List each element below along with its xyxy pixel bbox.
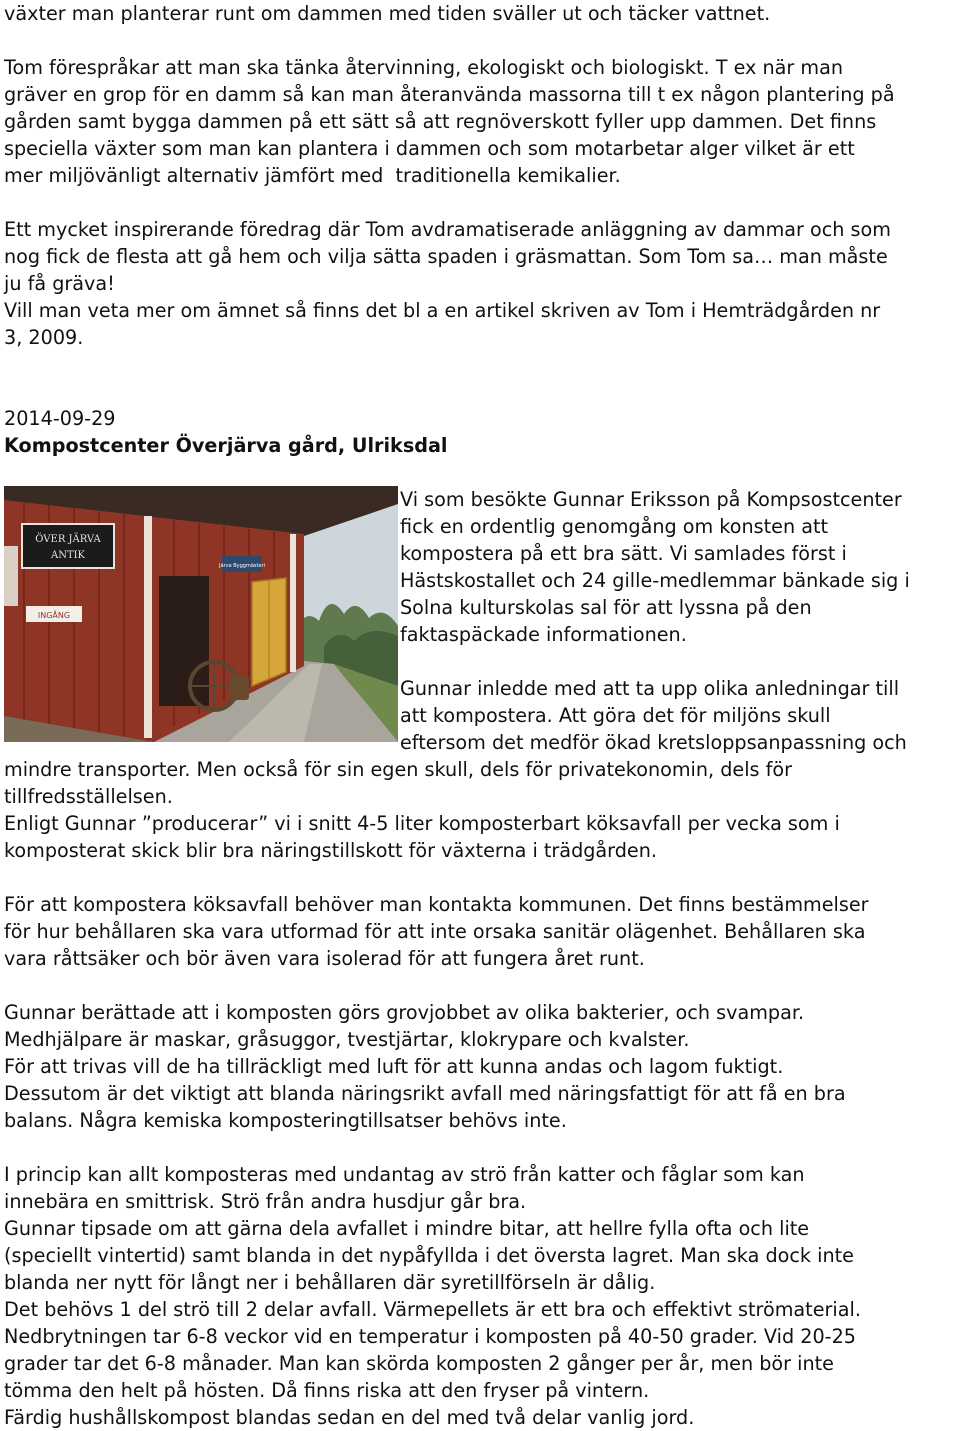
text-line — [400, 648, 956, 675]
text-line: för hur behållaren ska vara utformad för att inte orsaka sanitär olägenhet. Behållaren ska — [4, 920, 866, 943]
barn-photo — [4, 486, 398, 742]
paragraph-organisms — [4, 999, 956, 1134]
text-line: Hästskostallet och 24 gille-medlemmar bänkade sig i — [400, 569, 910, 592]
text-line: kompostera på ett bra sätt. Vi samlades först i — [400, 542, 847, 565]
text-line: Tom förespråkar att man ska tänka återvinning, ekologiskt och biologiskt. T ex när man — [4, 56, 844, 79]
text-line: Vill man veta mer om ämnet så finns det bl a en artikel skriven av Tom i Hemträdgården nr — [4, 299, 881, 322]
text-line: Gunnar inledde med att ta upp olika anledningar till — [400, 677, 900, 700]
text-line: vara råttsäker och bör även vara isolerad för att fungera året runt. — [4, 947, 645, 970]
section-title: Kompostcenter Överjärva gård, Ulriksdal — [4, 434, 448, 457]
intro-paragraph — [4, 0, 956, 27]
text-line: Färdig hushållskompost blandas sedan en del med två delar vanlig jord. — [4, 1406, 695, 1429]
text-line: (speciellt vintertid) samt blanda in det nypåfyllda i det översta lagret. Man ska dock inte — [4, 1244, 854, 1267]
text-line: faktaspäckade informationen. — [400, 623, 687, 646]
text-line: innebära en smittrisk. Strö från andra husdjur går bra. — [4, 1190, 527, 1213]
text-line: grader tar det 6-8 månader. Man kan skörda komposten 2 gånger per år, men bör inte — [4, 1352, 834, 1375]
section-date: 2014-09-29 — [4, 407, 116, 430]
text-line: För att kompostera köksavfall behöver man kontakta kommunen. Det finns bestämmelser — [4, 893, 869, 916]
text-line: 3, 2009. — [4, 326, 84, 349]
paragraph-transport — [4, 756, 956, 864]
text-line: Dessutom är det viktigt att blanda näringsrikt avfall med näringsfattigt för att få en bra — [4, 1082, 846, 1105]
text-line: Nedbrytningen tar 6-8 veckor vid en temperatur i komposten på 40-50 grader. Vid 20-25 — [4, 1325, 856, 1348]
text-line: Det behövs 1 del strö till 2 delar avfall. Värmepellets är ett bra och effektivt strömaterial. — [4, 1298, 861, 1321]
sign-text: ANTIK — [50, 550, 86, 561]
text-line: tömma den helt på hösten. Då finns riska att den fryser på vintern. — [4, 1379, 650, 1402]
text-line: Medhjälpare är maskar, gråsuggor, tvestjärtar, klokrypare och kvalster. — [4, 1028, 690, 1051]
text-line: speciella växter som man kan plantera i dammen och som motarbetar alger vilket är ett — [4, 137, 855, 160]
text-line: För att trivas vill de ha tillräckligt med luft för att kunna andas och lagom fuktigt. — [4, 1055, 784, 1078]
text-line: nog fick de flesta att gå hem och vilja sätta spaden i gräsmattan. Som Tom sa… man måste — [4, 245, 888, 268]
text-line: växter man planterar runt om dammen med tiden sväller ut och täcker vattnet. — [4, 2, 771, 25]
text-line: gräver en grop för en damm så kan man återanvända massorna till t ex någon plantering på — [4, 83, 895, 106]
text-line: Gunnar berättade att i komposten görs grovjobbet av olika bakterier, och svampar. — [4, 1001, 805, 1024]
text-line: tillfredsställelsen. — [4, 785, 173, 808]
text-line: mer miljövänligt alternativ jämfört med traditionella kemikalier. — [4, 164, 621, 187]
text-line: komposterat skick blir bra näringstillskott för växterna i trädgården. — [4, 839, 657, 862]
text-line: I princip kan allt komposteras med undantag av strö från katter och fåglar som kan — [4, 1163, 805, 1186]
text-line: eftersom det medför ökad kretsloppsanpassning och — [400, 731, 907, 754]
paragraph-municipality — [4, 891, 956, 972]
paragraph-lecture — [4, 216, 956, 351]
paragraph-tips — [4, 1161, 956, 1431]
text-line: fick en ordentlig genomgång om konsten att — [400, 515, 829, 538]
text-line: blanda ner nytt för långt ner i behållaren där syretillförseln är dålig. — [4, 1271, 656, 1294]
sign-text: INGÅNG — [37, 611, 71, 620]
text-line: Ett mycket inspirerande föredrag där Tom avdramatiserade anläggning av dammar och som — [4, 218, 891, 241]
text-line: gården samt bygga dammen på ett sätt så att regnöverskott fyller upp dammen. Det finns — [4, 110, 877, 133]
text-line: balans. Några kemiska komposteringtillsatser behövs inte. — [4, 1109, 567, 1132]
text-line: ju få gräva! — [4, 272, 115, 295]
sign-text: ÖVER JÄRVA — [35, 534, 101, 545]
text-line: mindre transporter. Men också för sin egen skull, dels för privatekonomin, dels för — [4, 758, 793, 781]
sign-text: Järva Byggmästeri — [219, 563, 265, 569]
text-line: Enligt Gunnar ”producerar” vi i snitt 4-5 liter komposterbart köksavfall per vecka som i — [4, 812, 840, 835]
text-line: Gunnar tipsade om att gärna dela avfallet i mindre bitar, att hellre fylla ofta och lite — [4, 1217, 810, 1240]
text-line: Vi som besökte Gunnar Eriksson på Kompsostcenter — [400, 488, 902, 511]
text-line: att kompostera. Att göra det för miljöns skull — [400, 704, 831, 727]
text-line: Solna kulturskolas sal för att lyssna på den — [400, 596, 812, 619]
paragraph-recycling — [4, 54, 956, 189]
